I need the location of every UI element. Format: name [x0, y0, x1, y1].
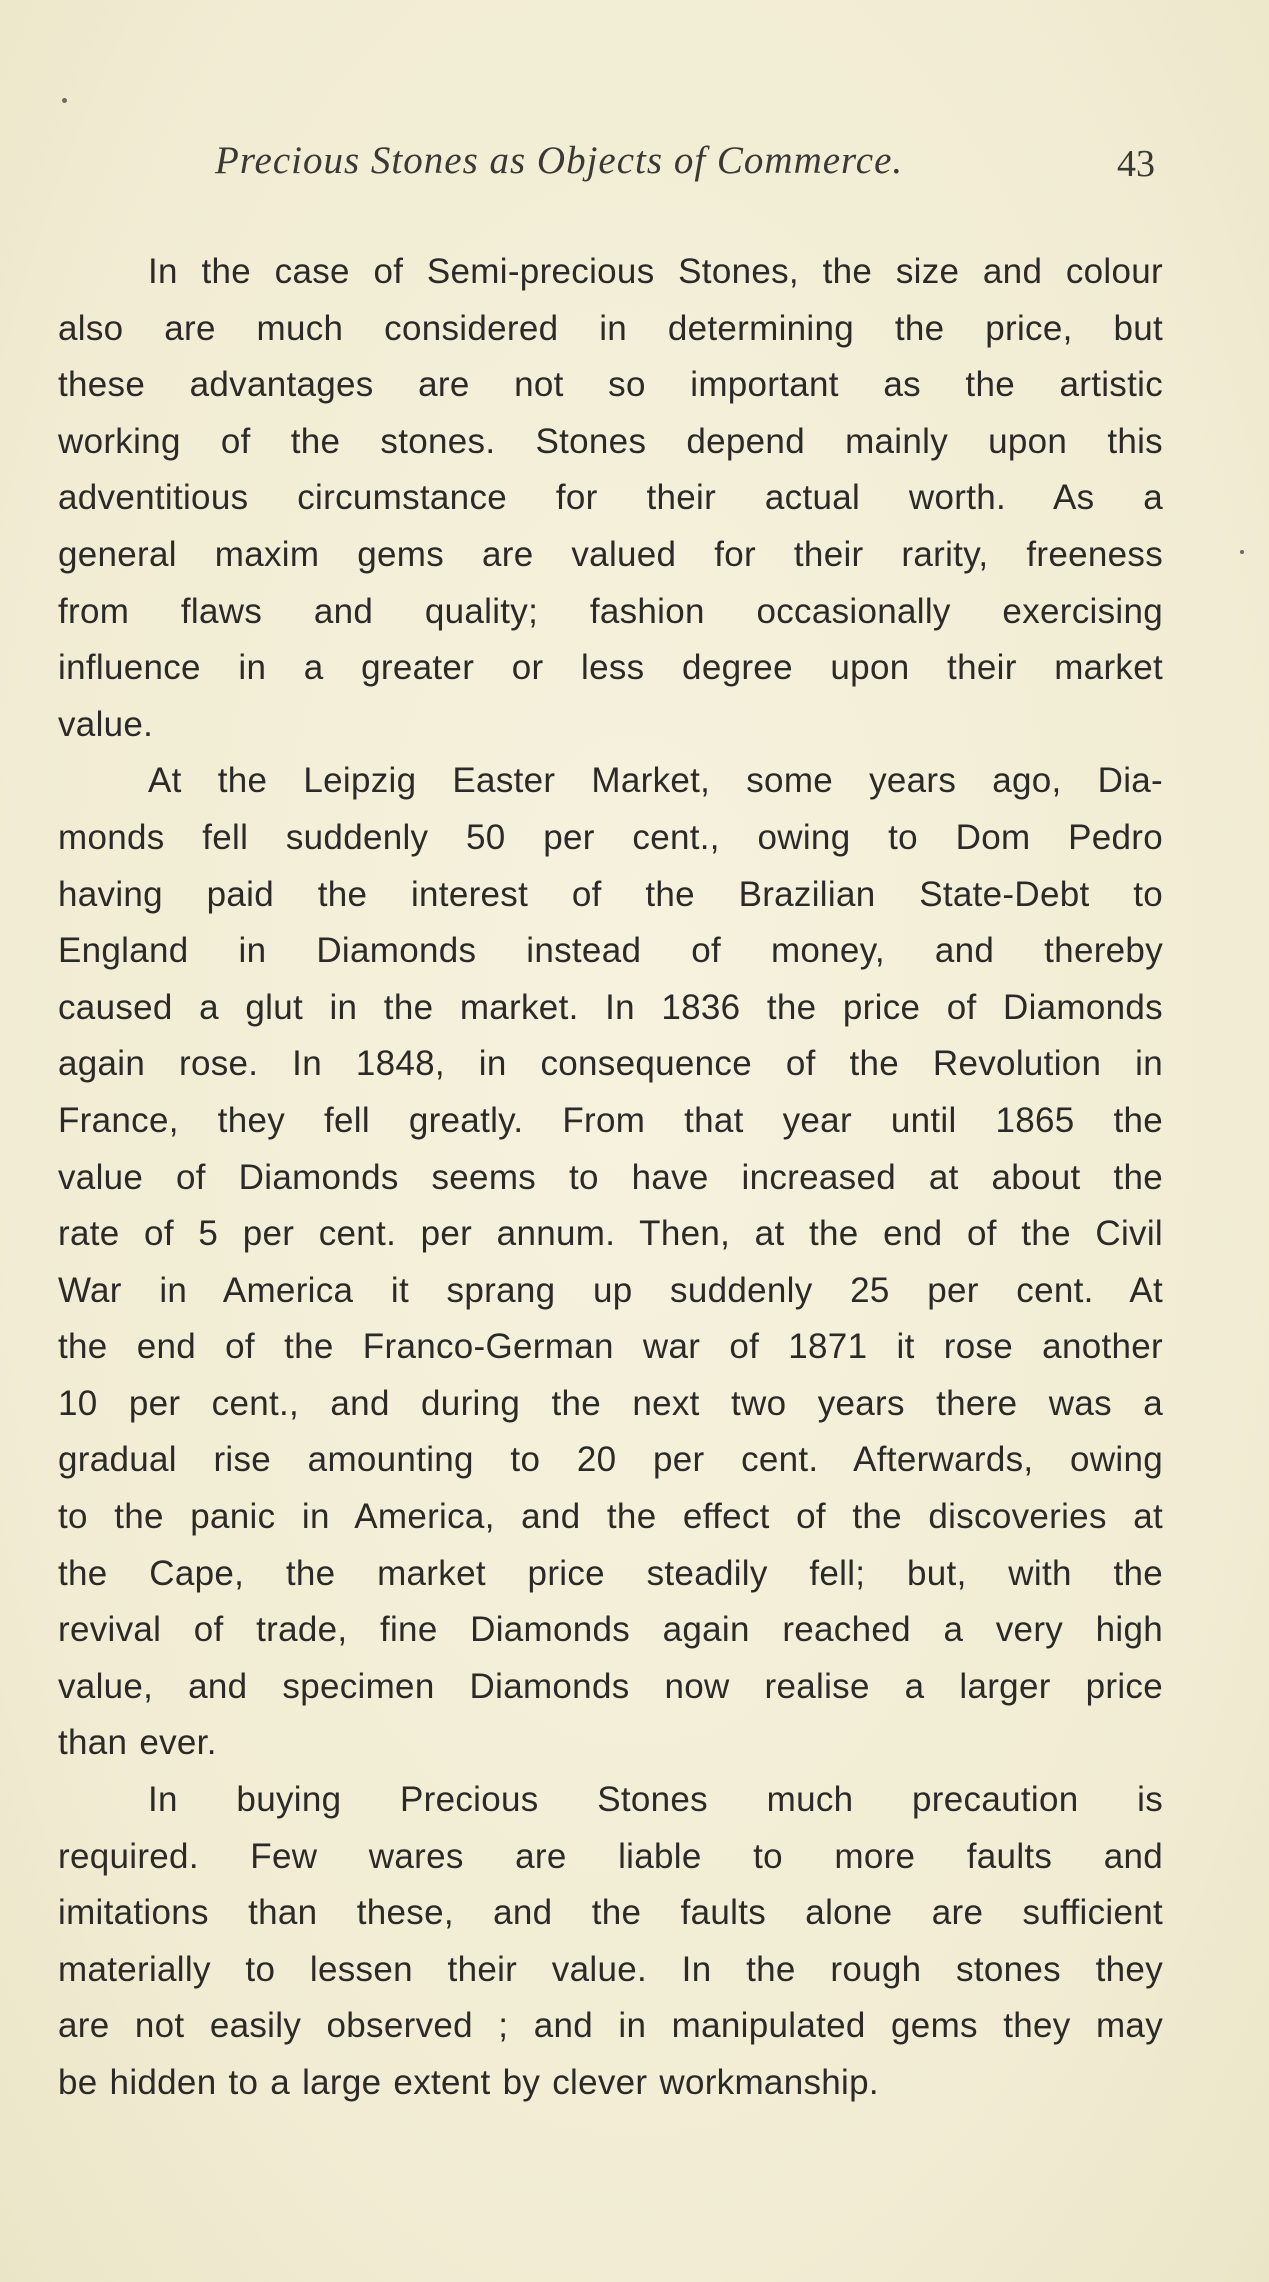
page-number: 43: [1117, 143, 1155, 185]
text-line: War in America it sprang up suddenly 25 per cent. At: [58, 1270, 1163, 1310]
text-line: At the Leipzig Easter Market, some years ago, Dia-: [148, 761, 1163, 801]
text-line: rate of 5 per cent. per annum. Then, at the end of the Civil: [58, 1214, 1163, 1254]
page-header: [215, 138, 1155, 198]
text-line: are not easily observed ; and in manipulated gems they may: [58, 2006, 1163, 2046]
text-line: France, they fell greatly. From that year until 1865 the: [58, 1100, 1163, 1140]
text-line: having paid the interest of the Brazilian State-Debt to: [58, 874, 1163, 914]
text-line: the Cape, the market price steadily fell; but, with the: [58, 1553, 1163, 1593]
paragraph-semi-precious-stones: [58, 244, 1163, 753]
text-line: influence in a greater or less degree upon their market: [58, 648, 1163, 688]
text-line: the end of the Franco-German war of 1871 it rose another: [58, 1327, 1163, 1367]
text-line: caused a glut in the market. In 1836 the price of Diamonds: [58, 987, 1163, 1027]
margin-speck-right: [1240, 550, 1244, 554]
text-line: gradual rise amounting to 20 per cent. Afterwards, owing: [58, 1440, 1163, 1480]
text-line: imitations than these, and the faults alone are sufficient: [58, 1893, 1163, 1933]
text-line: also are much considered in determining the price, but: [58, 308, 1163, 348]
text-line: value, and specimen Diamonds now realise a larger price: [58, 1666, 1163, 1706]
running-title: Precious Stones as Objects of Commerce.: [215, 139, 904, 182]
text-line: In the case of Semi-precious Stones, the size and colour: [148, 252, 1163, 291]
text-line: working of the stones. Stones depend mainly upon this: [58, 421, 1163, 461]
text-line: value of Diamonds seems to have increased at about the: [58, 1157, 1163, 1197]
text-line: 10 per cent., and during the next two years there was a: [58, 1383, 1163, 1423]
text-line: adventitious circumstance for their actual worth. As a: [58, 478, 1163, 518]
text-line: required. Few wares are liable to more faults and: [58, 1836, 1163, 1876]
body-text: [58, 244, 1163, 2112]
text-line: In buying Precious Stones much precaution is: [148, 1780, 1163, 1820]
margin-speck-top: [62, 98, 67, 103]
text-line: value.: [58, 704, 154, 744]
text-line: revival of trade, fine Diamonds again reached a very high: [58, 1610, 1163, 1650]
text-line: again rose. In 1848, in consequence of the Revolution in: [58, 1044, 1163, 1084]
paragraph-buying-precautions: [58, 1772, 1163, 2112]
text-line: England in Diamonds instead of money, and thereby: [58, 931, 1163, 971]
text-line: be hidden to a large extent by clever workmanship.: [58, 2063, 879, 2102]
paragraph-leipzig-market: [58, 753, 1163, 1772]
text-line: to the panic in America, and the effect of the discoveries at: [58, 1497, 1163, 1537]
text-line: materially to lessen their value. In the rough stones they: [58, 1949, 1163, 1989]
text-line: than ever.: [58, 1723, 217, 1763]
text-line: these advantages are not so important as the artistic: [58, 365, 1163, 405]
text-line: general maxim gems are valued for their rarity, freeness: [58, 534, 1163, 574]
text-line: from flaws and quality; fashion occasionally exercising: [58, 591, 1163, 631]
text-line: monds fell suddenly 50 per cent., owing to Dom Pedro: [58, 817, 1163, 857]
